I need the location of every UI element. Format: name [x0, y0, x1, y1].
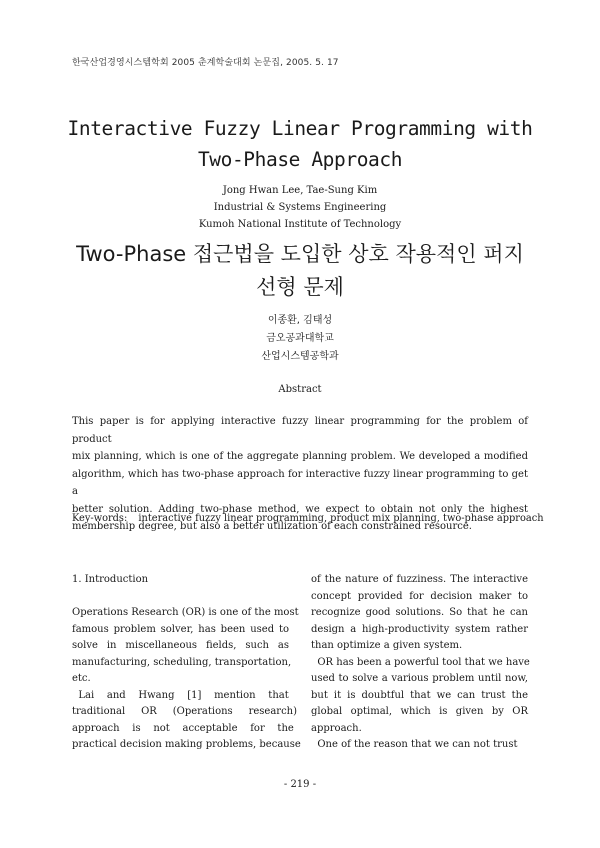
english-title-line-2: Two-Phase Approach: [197, 148, 403, 171]
korean-author-block: [0, 312, 600, 366]
section-heading: 1. Introduction: [72, 574, 149, 585]
right-column: [311, 572, 528, 754]
department-ko: 산업시스템공학과: [261, 351, 339, 362]
korean-title-line-2: 선형 문제: [256, 275, 344, 299]
body-line: but it is doubtful that we can trust the: [311, 689, 528, 701]
body-line: Operations Research (OR) is one of the most: [72, 607, 299, 618]
running-header: 한국산업경영시스템학회 2005 춘계학술대회 논문집, 2005. 5. 17: [72, 58, 339, 68]
body-line: famous problem solver, has been used to: [72, 623, 289, 635]
institution-ko: 금오공과대학교: [266, 333, 334, 344]
left-column: [72, 572, 301, 754]
english-author-block: [0, 182, 600, 233]
author-names-en: Jong Hwan Lee, Tae-Sung Kim: [222, 185, 378, 196]
abstract-line: mix planning, which is one of the aggregate planning problem. We developed a modified: [72, 451, 528, 462]
body-line: of the nature of fuzziness. The interactive: [311, 574, 528, 585]
page-number: - 219 -: [283, 779, 317, 790]
body-line: Lai and Hwang [1] mention that: [72, 689, 289, 701]
keywords-text: interactive fuzzy linear programming, product mix planning, two-phase approach: [138, 513, 544, 524]
body-line: design a high-productivity system rather: [311, 623, 528, 635]
body-line: traditional OR (Operations research): [72, 706, 298, 717]
abstract-line: algorithm, which has two-phase approach for interactive fuzzy linear programming to get a: [72, 468, 528, 497]
body-line: solve in miscellaneous fields, such as: [72, 640, 289, 651]
abstract-line: membership degree, but also a better utilization of each constrained resource.: [72, 521, 472, 532]
abstract-heading: Abstract: [278, 384, 322, 395]
body-line: approach.: [311, 722, 362, 734]
english-title: [0, 113, 600, 175]
body-line: used to solve a various problem until now,: [311, 673, 528, 684]
body-line: concept provided for decision maker to: [311, 590, 528, 602]
body-line: manufacturing, scheduling, transportation,: [72, 656, 292, 668]
department-en: Industrial & Systems Engineering: [213, 202, 387, 213]
body-line: approach is not acceptable for the: [72, 722, 294, 734]
body-line: OR has been a powerful tool that we have: [311, 656, 530, 668]
author-names-ko: 이종환, 김태성: [267, 315, 333, 326]
body-line: etc.: [72, 673, 91, 684]
institution-en: Kumoh National Institute of Technology: [198, 219, 402, 230]
keywords: [72, 513, 544, 524]
abstract-line: This paper is for applying interactive fuzzy linear programming for the problem of product: [72, 416, 528, 445]
body-line: practical decision making problems, because: [72, 739, 301, 750]
body-line: than optimize a given system.: [311, 640, 463, 651]
korean-title-line-1: Two-Phase 접근법을 도입한 상호 작용적인 퍼지: [76, 242, 524, 266]
body-line: recognize good solutions. So that he can: [311, 607, 528, 618]
body-line: One of the reason that we can not trust: [311, 739, 518, 750]
keywords-label: Key-words:: [72, 513, 128, 524]
abstract-line: better solution. Adding two-phase method, we expect to obtain not only the highest: [72, 503, 528, 515]
body-line: global optimal, which is given by OR: [311, 706, 528, 717]
english-title-line-1: Interactive Fuzzy Linear Programming with: [67, 117, 533, 140]
korean-title: [0, 238, 600, 304]
